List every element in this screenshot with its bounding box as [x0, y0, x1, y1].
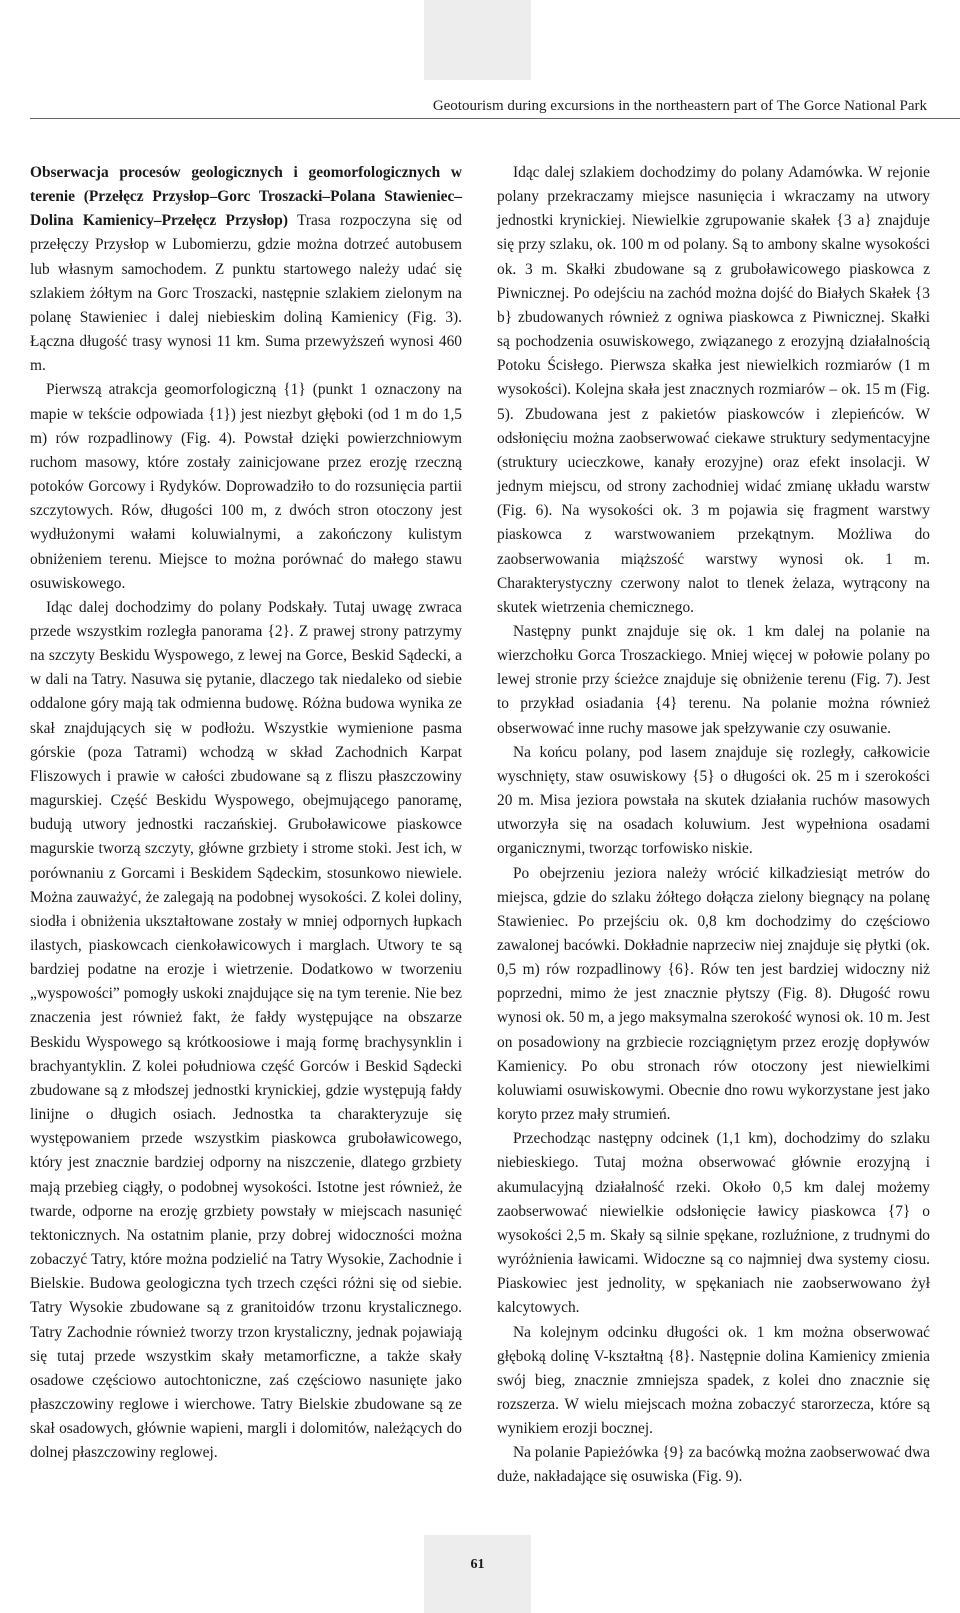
paragraph: Idąc dalej dochodzimy do polany Podskały. Tutaj uwagę zwraca przede wszystkim rozległa panorama {2}. Z prawej strony patrzymy na szczyty Beskidu Wyspowego, z lewej na Gorce, Beskid Sądecki, a w dali na Tatry. Nasuwa się pytanie, dlaczego tak niedaleko od siebie oddalone góry mają tak odmienna budowę. Różna budowa wynika ze skał znajdujących się w podłożu. Wszystkie wymienione pasma górskie (poza Tatrami) wchodzą w skład Zachodnich Karpat Fliszowych i prawie w całości zbudowane są z fliszu płaszczowiny magurskiej. Część Beskidu Wyspowego, obejmującego panoramę, budują utwory jednostki raczańskiej. Gruboławicowe piaskowce magurskie tworzą szczyty, główne grzbiety i strome stoki. Jest ich, w porównaniu z Gorcami i Beskidem Sądeckim, stosunkowo niewiele. Można zauważyć, że zalegają na podobnej wysokości. Z kolei doliny, siodła i obniżenia ukształtowane zostały w mniej odpornych łupkach ilastych, piaskowcach cienkoławicowych i marglach. Utwory te są bardziej podatne na erozje i wietrzenie. Dodatkowo w tworzeniu „wyspowości” pomogły uskoki znajdujące się na tym terenie. Nie bez znaczenia jest również fakt, że fałdy występujące na obszarze Beskidu Wyspowego są krótkoosiowe i mają formę brachysynklin i brachyantyklin. Z kolei południowa część Gorców i Beskid Sądecki zbudowane są z młodszej jednostki krynickiej, gdzie występują fałdy linijne o długich osiach. Jednostka ta charakteryzuje się występowaniem przede wszystkim piaskowca gruboławicowego, który jest znacznie bardziej odporny na niszczenie, dlatego grzbiety mają przebieg ciągły, o podobnej wysokości. Istotne jest również, że twarde, odporne na erozję grzbiety powstały w miejscach nasunięć tektonicznych. Na ostatnim planie, przy dobrej widoczności można zobaczyć Tatry, które można podzielić na Tatry Wysokie, Zachodnie i Bielskie. Budowa geologiczna tych trzech części różni się od siebie. Tatry Wysokie zbudowane są z granitoidów trzonu krystalicznego. Tatry Zachodnie również tworzy trzon krystaliczny, jednak pojawiają się tutaj przede wszystkim skały metamorficzne, a także skały osadowe częściowo autochtoniczne, zaś częściowo nasunięte jako płaszczowiny reglowe i wierchowe. Tatry Bielskie zbudowane są ze skał osadowych, głównie wapieni, margli i dolomitów, należących do dolnej płaszczowiny reglowej. — [30, 598, 462, 1462]
paragraph: Na końcu polany, pod lasem znajduje się rozległy, całkowicie wyschnięty, staw osuwiskowy {5} o długości ok. 25 m i szerokości 20 m. Misa jeziora powstała na skutek działania ruchów masowych utworzyła się na osadach koluwium. Jest wypełniona osadami organicznymi, tworząc torfowisko niskie. — [497, 743, 930, 858]
paragraph: Po obejrzeniu jeziora należy wrócić kilkadziesiąt metrów do miejsca, gdzie do szlaku żółtego dołącza zielony biegnący na polanę Stawieniec. Po przejściu ok. 0,8 km dochodzimy do częściowo zawalonej bacówki. Dokładnie naprzeciw niej znajduje się płytki (ok. 0,5 m) rów rozpadlinowy {6}. Rów ten jest bardziej widoczny niż poprzedni, mimo że jest znacznie płytszy (Fig. 8). Długość rowu wynosi ok. 50 m, a jego maksymalna szerokość wynosi ok. 10 m. Jest on posadowiony na grzbiecie rozciągniętym przez erozję dopływów Kamienicy. Po obu stronach rów otoczony jest niewielkimi koluwiami osuwiskowymi. Obecnie dno rowu wykorzystane jest jako koryto przez mały strumień. — [497, 864, 930, 1124]
paragraph: Idąc dalej szlakiem dochodzimy do polany Adamówka. W rejonie polany przekraczamy miejsce nasunięcia i wkraczamy na utwory jednostki krynickiej. Niewielkie zgrupowanie skałek {3 a} znajduje się przy szlaku, ok. 100 m od polany. Są to ambony skalne wysokości ok. 3 m. Skałki zbudowane są z gruboławicowego piaskowca z Piwnicznej. Po odejściu na zachód można dojść do Białych Skałek {3 b} zbudowanych również z ogniwa piaskowca z Piwnicznej. Skałki są pochodzenia osuwiskowego, związanego z erozyjną działalnością Potoku Ścisłego. Pierwsza skałka jest niewielkich rozmiarów (1 m wysokości). Kolejna skała jest znacznych rozmiarów – ok. 15 m (Fig. 5). Zbudowana jest z pakietów piaskowców i zlepieńców. W odsłonięciu można zaobserwować ciekawe struktury sedymentacyjne (struktury ucieczkowe, kanały erozyjne) oraz efekt insolacji. W jednym miejscu, od strony zachodniej widać zmianę układu warstw (Fig. 6). Na wysokości ok. 3 m pojawia się fragment warstwy piaskowca z warstwowaniem przekątnym. Możliwa do zaobserwowania miąższość warstwy wynosi ok. 1 m. Charakterystyczny czerwony nalot to tlenek żelaza, wytrącony na skutek wietrzenia chemicznego. — [497, 164, 930, 616]
section-title: Obserwacja procesów geologicznych i geomorfologicznych w terenie (Przełęcz Przysłop–Gorc Troszacki–Polana Stawieniec–Dolina Kamienicy–Przełęcz Przysłop) — [30, 164, 462, 230]
paragraph: Pierwszą atrakcja geomorfologiczną {1} (punkt 1 oznaczony na mapie w tekście odpowiada {1}) jest niezbyt głęboki (od 1 m do 1,5 m) rów rozpadlinowy (Fig. 4). Powstał dzięki powierzchniowym ruchom masowy, które zostały zainicjowane przez erozję rzeczną potoków Gorcowy i Rydyków. Doprowadziło to do rozsunięcia partii szczytowych. Rów, długości 100 m, z dwóch stron otoczony jest wydłużonymi wałami koluwialnymi, a zakończony kulistym obniżeniem terenu. Miejsce to można porównać do małego stawu osuwiskowego. — [30, 381, 462, 592]
paragraph-text: Trasa rozpoczyna się od przełęczy Przysłop w Lubomierzu, gdzie można dotrzeć autobusem lub własnym samochodem. Z punktu startowego należy udać się szlakiem żółtym na Gorc Troszacki, następnie szlakiem zielonym na polanę Stawieniec i dalej niebieskim doliną Kamienicy (Fig. 3). Łączna długość trasy wynosi 11 km. Suma przewyższeń wynosi 460 m. — [30, 212, 462, 375]
section-paragraph — [30, 161, 462, 378]
left-column — [30, 161, 462, 1465]
paragraph: Na polanie Papieżówka {9} za bacówką można zaobserwować dwa duże, nakładające się osuwiska (Fig. 9). — [497, 1444, 930, 1486]
page-number: 61 — [470, 1557, 485, 1572]
running-header: Geotourism during excursions in the northeastern part of The Gorce National Park — [30, 94, 960, 119]
paragraph: Przechodząc następny odcinek (1,1 km), dochodzimy do szlaku niebieskiego. Tutaj można obserwować głównie erozyjną i akumulacyjną działalność rzeki. Około 0,5 km dalej możemy zaobserwować niewielkie odsłonięcie ławicy piaskowca {7} o wysokości 2,5 m. Skały są silnie spękane, rozluźnione, z trudnymi do wyróżnienia ławicami. Widoczne są co najmniej dwa systemy ciosu. Piaskowiec jest jednolity, w spękaniach nie zaobserwowano żył kalcytowych. — [497, 1130, 930, 1317]
paragraph: Na kolejnym odcinku długości ok. 1 km można obserwować głęboką dolinę V-kształtną {8}. Następnie dolina Kamienicy zmienia swój bieg, znacznie zmniejsza spadek, z kolei dno znacznie się rozszerza. W wielu miejscach można zobaczyć starorzecza, które są wynikiem erozji bocznej. — [497, 1323, 930, 1438]
paragraph: Następny punkt znajduje się ok. 1 km dalej na polanie na wierzchołku Gorca Troszackiego. Mniej więcej w połowie polany po lewej stronie przy ścieżce znajduje się obniżenie terenu (Fig. 7). Jest to przykład osiadania {4} terenu. Na polanie można również obserwować inne ruchy masowe jak spełzywanie czy osuwanie. — [497, 622, 930, 737]
top-decoration — [424, 0, 531, 80]
right-column — [497, 161, 930, 1490]
